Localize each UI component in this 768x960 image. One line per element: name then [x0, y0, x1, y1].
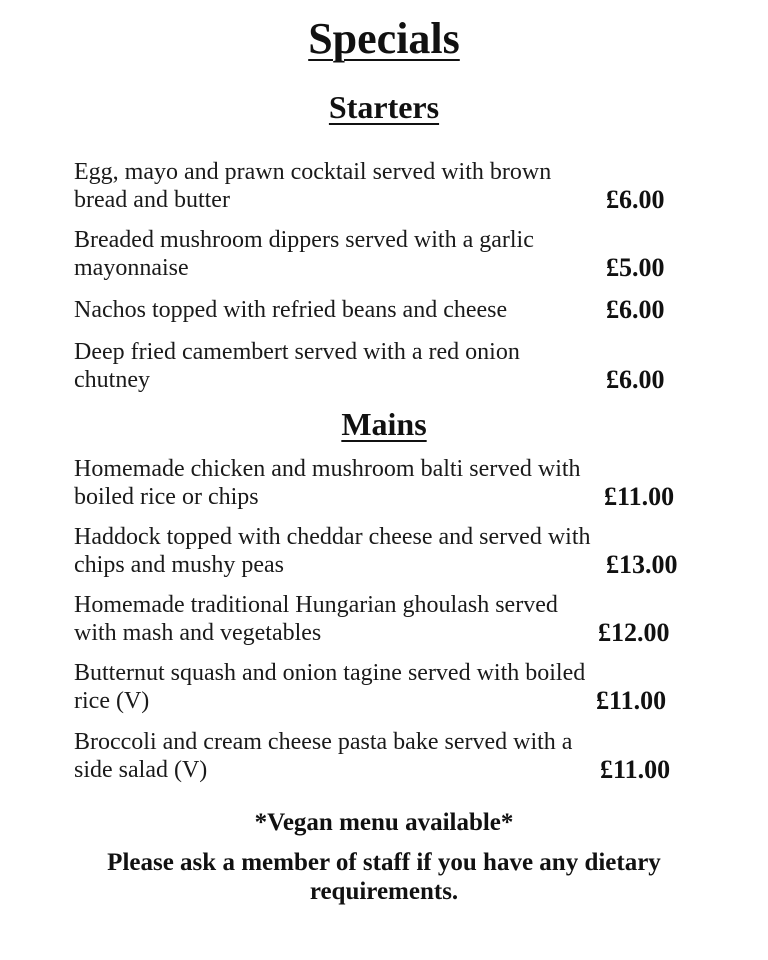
menu-item-starter-4	[74, 338, 694, 398]
dietary-requirements-note: Please ask a member of staff if you have any dietary requirements.	[107, 849, 661, 905]
menu-item-price: £12.00	[598, 618, 670, 647]
menu-item-description: Nachos topped with refried beans and cheese	[74, 297, 508, 323]
menu-item-main-1	[74, 455, 694, 515]
vegan-menu-note: *Vegan menu available*	[254, 809, 514, 836]
page-title: Specials	[308, 14, 460, 63]
menu-item-price: £6.00	[606, 295, 665, 324]
starters-heading: Starters	[328, 89, 440, 125]
menu-item-description: Breaded mushroom dippers served with a garlic mayonnaise	[74, 227, 534, 281]
menu-item-starter-3	[74, 296, 694, 326]
menu-item-price: £6.00	[606, 185, 665, 214]
menu-item-price: £6.00	[606, 365, 665, 394]
menu-item-description: Homemade chicken and mushroom balti served with boiled rice or chips	[74, 456, 581, 510]
menu-item-starter-1	[74, 158, 694, 218]
menu-item-description: Butternut squash and onion tagine served with boiled rice (V)	[74, 660, 586, 714]
menu-item-main-2	[74, 523, 694, 583]
menu-item-price: £11.00	[596, 686, 667, 715]
menu-item-price: £5.00	[606, 253, 665, 282]
menu-item-description: Egg, mayo and prawn cocktail served with brown bread and butter	[74, 159, 552, 213]
menu-item-main-5	[74, 728, 694, 788]
menu-item-main-4	[74, 659, 694, 719]
menu-item-price: £11.00	[600, 755, 671, 784]
menu-item-description: Homemade traditional Hungarian ghoulash served with mash and vegetables	[74, 592, 558, 646]
menu-item-description: Deep fried camembert served with a red onion chutney	[74, 339, 520, 393]
mains-heading: Mains	[341, 406, 427, 442]
menu-item-starter-2	[74, 226, 694, 286]
menu-item-price: £11.00	[604, 482, 675, 511]
menu-item-main-3	[74, 591, 694, 651]
menu-item-price: £13.00	[606, 550, 678, 579]
menu-item-description: Broccoli and cream cheese pasta bake served with a side salad (V)	[74, 729, 573, 783]
menu-item-description: Haddock topped with cheddar cheese and served with chips and mushy peas	[74, 524, 591, 578]
